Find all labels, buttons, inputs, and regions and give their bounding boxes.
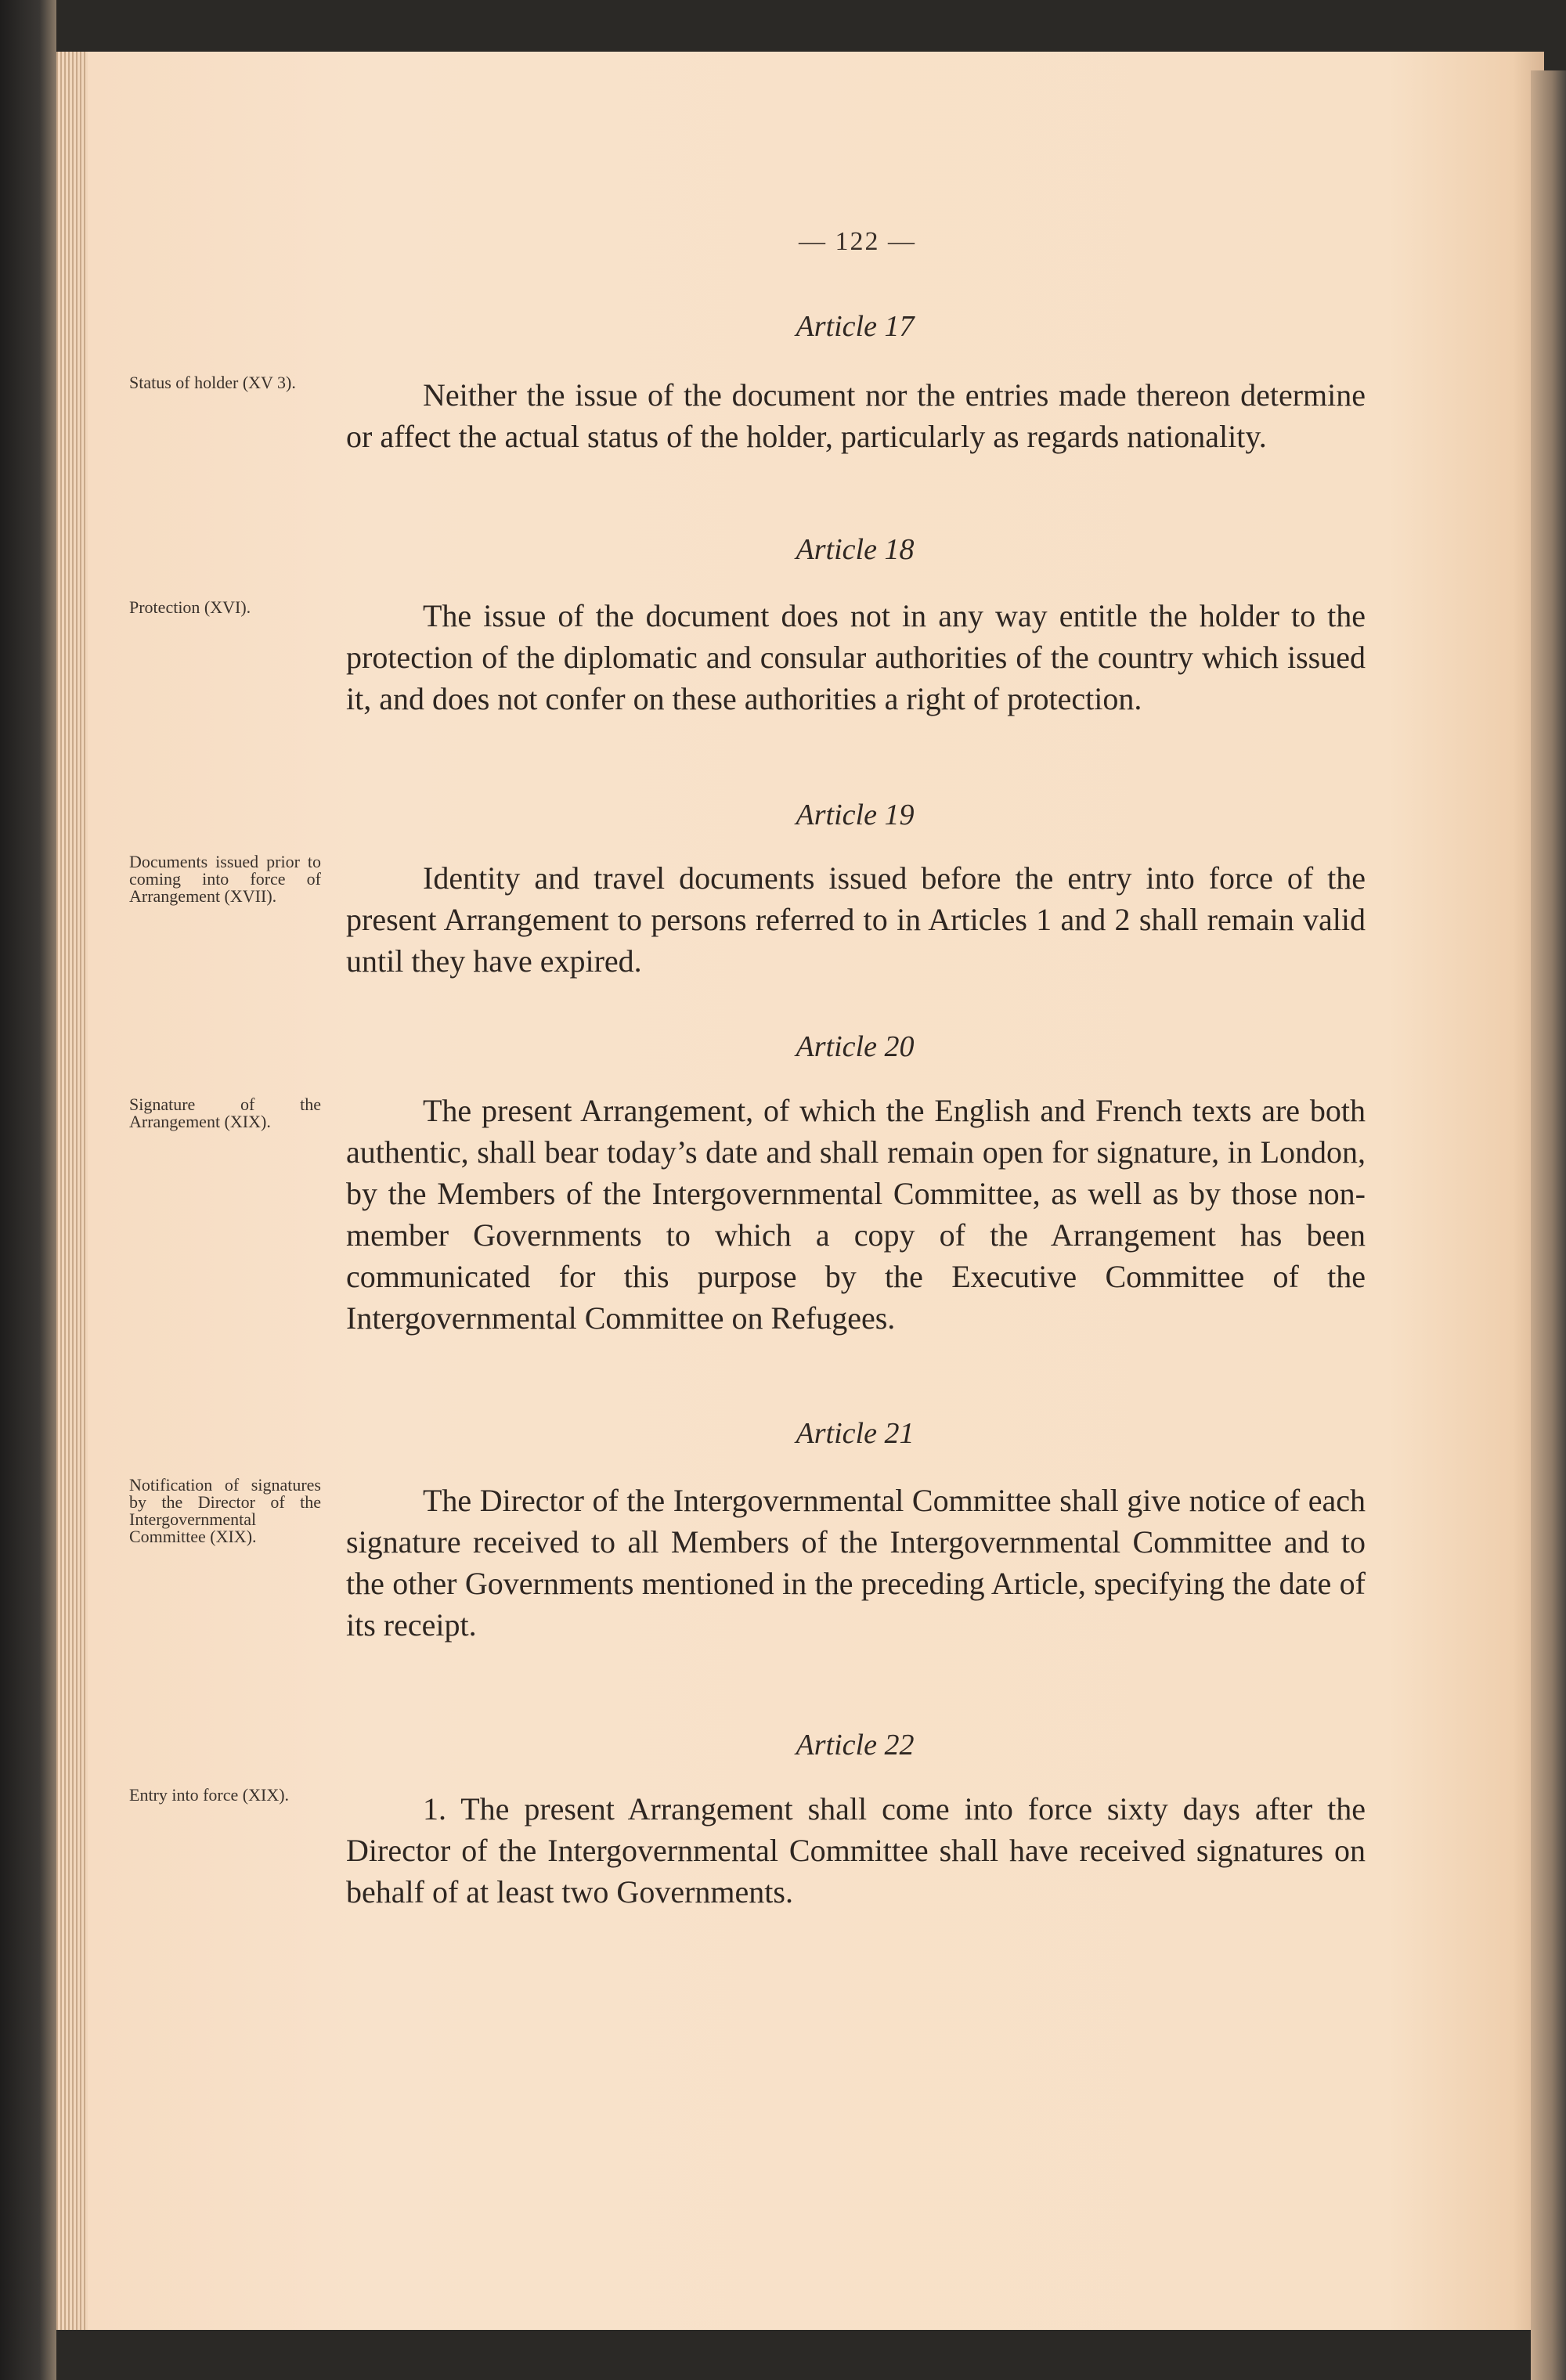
margin-note-article-20: Signature of the Arrangement (XIX). <box>129 1094 321 1131</box>
margin-note-article-19: Documents issued prior to coming into force of Arrangement (XVII). <box>129 852 321 906</box>
article-22-text: 1. The present Arrangement shall come into force sixty days after the Director of the Intergovernmental Committee shall have received signatures on behalf of at least two Governments. <box>346 1791 1366 1909</box>
article-22-heading: Article 22 <box>796 1729 915 1762</box>
margin-note-article-18: Protection (XVI). <box>129 597 251 617</box>
margin-note-article-22: Entry into force (XIX). <box>129 1785 290 1805</box>
page-number: — 122 — <box>799 227 916 256</box>
margin-note-article-17: Status of holder (XV 3). <box>129 373 296 392</box>
article-19-heading: Article 19 <box>796 799 915 831</box>
article-21-text: The Director of the Intergovernmental Committee shall give notice of each signature received to all Members of the Intergovernmental Committee and to the other Governments mentioned in the preceding Article, specifying the date of its receipt. <box>346 1483 1366 1643</box>
article-18-text: The issue of the document does not in any way entitle the holder to the protection of the diplomatic and consular authorities of the country which issued it, and does not confer on these authorities a right of protection. <box>346 598 1366 716</box>
article-21-heading: Article 21 <box>796 1417 915 1450</box>
article-17-heading: Article 17 <box>796 310 915 343</box>
facing-page-edge <box>1531 70 1566 2380</box>
article-17-text: Neither the issue of the document nor the entries made thereon determine or affect the actual status of the holder, particularly as regards nationality. <box>346 377 1366 454</box>
article-20-text: The present Arrangement, of which the English and French texts are both authentic, shall bear today’s date and shall remain open for signature, in London, by the Members of the Intergovernmental Committee, as well as by those non-member Governments to which a copy of the Arrangement has been communicated for this purpose by the Executive Committee of the Intergovernmental Committee on Refugees. <box>346 1093 1366 1336</box>
book-binding-edge <box>0 0 56 2380</box>
article-19-text: Identity and travel documents issued before the entry into force of the present Arrangement to persons referred to in Articles 1 and 2 shall remain valid until they have expired. <box>346 860 1366 979</box>
margin-note-article-21: Notification of signatures by the Director of the Intergovernmental Committee (XIX). <box>129 1475 321 1546</box>
page-edges <box>56 52 88 2330</box>
article-18-heading: Article 18 <box>796 533 915 566</box>
article-20-heading: Article 20 <box>796 1030 915 1063</box>
